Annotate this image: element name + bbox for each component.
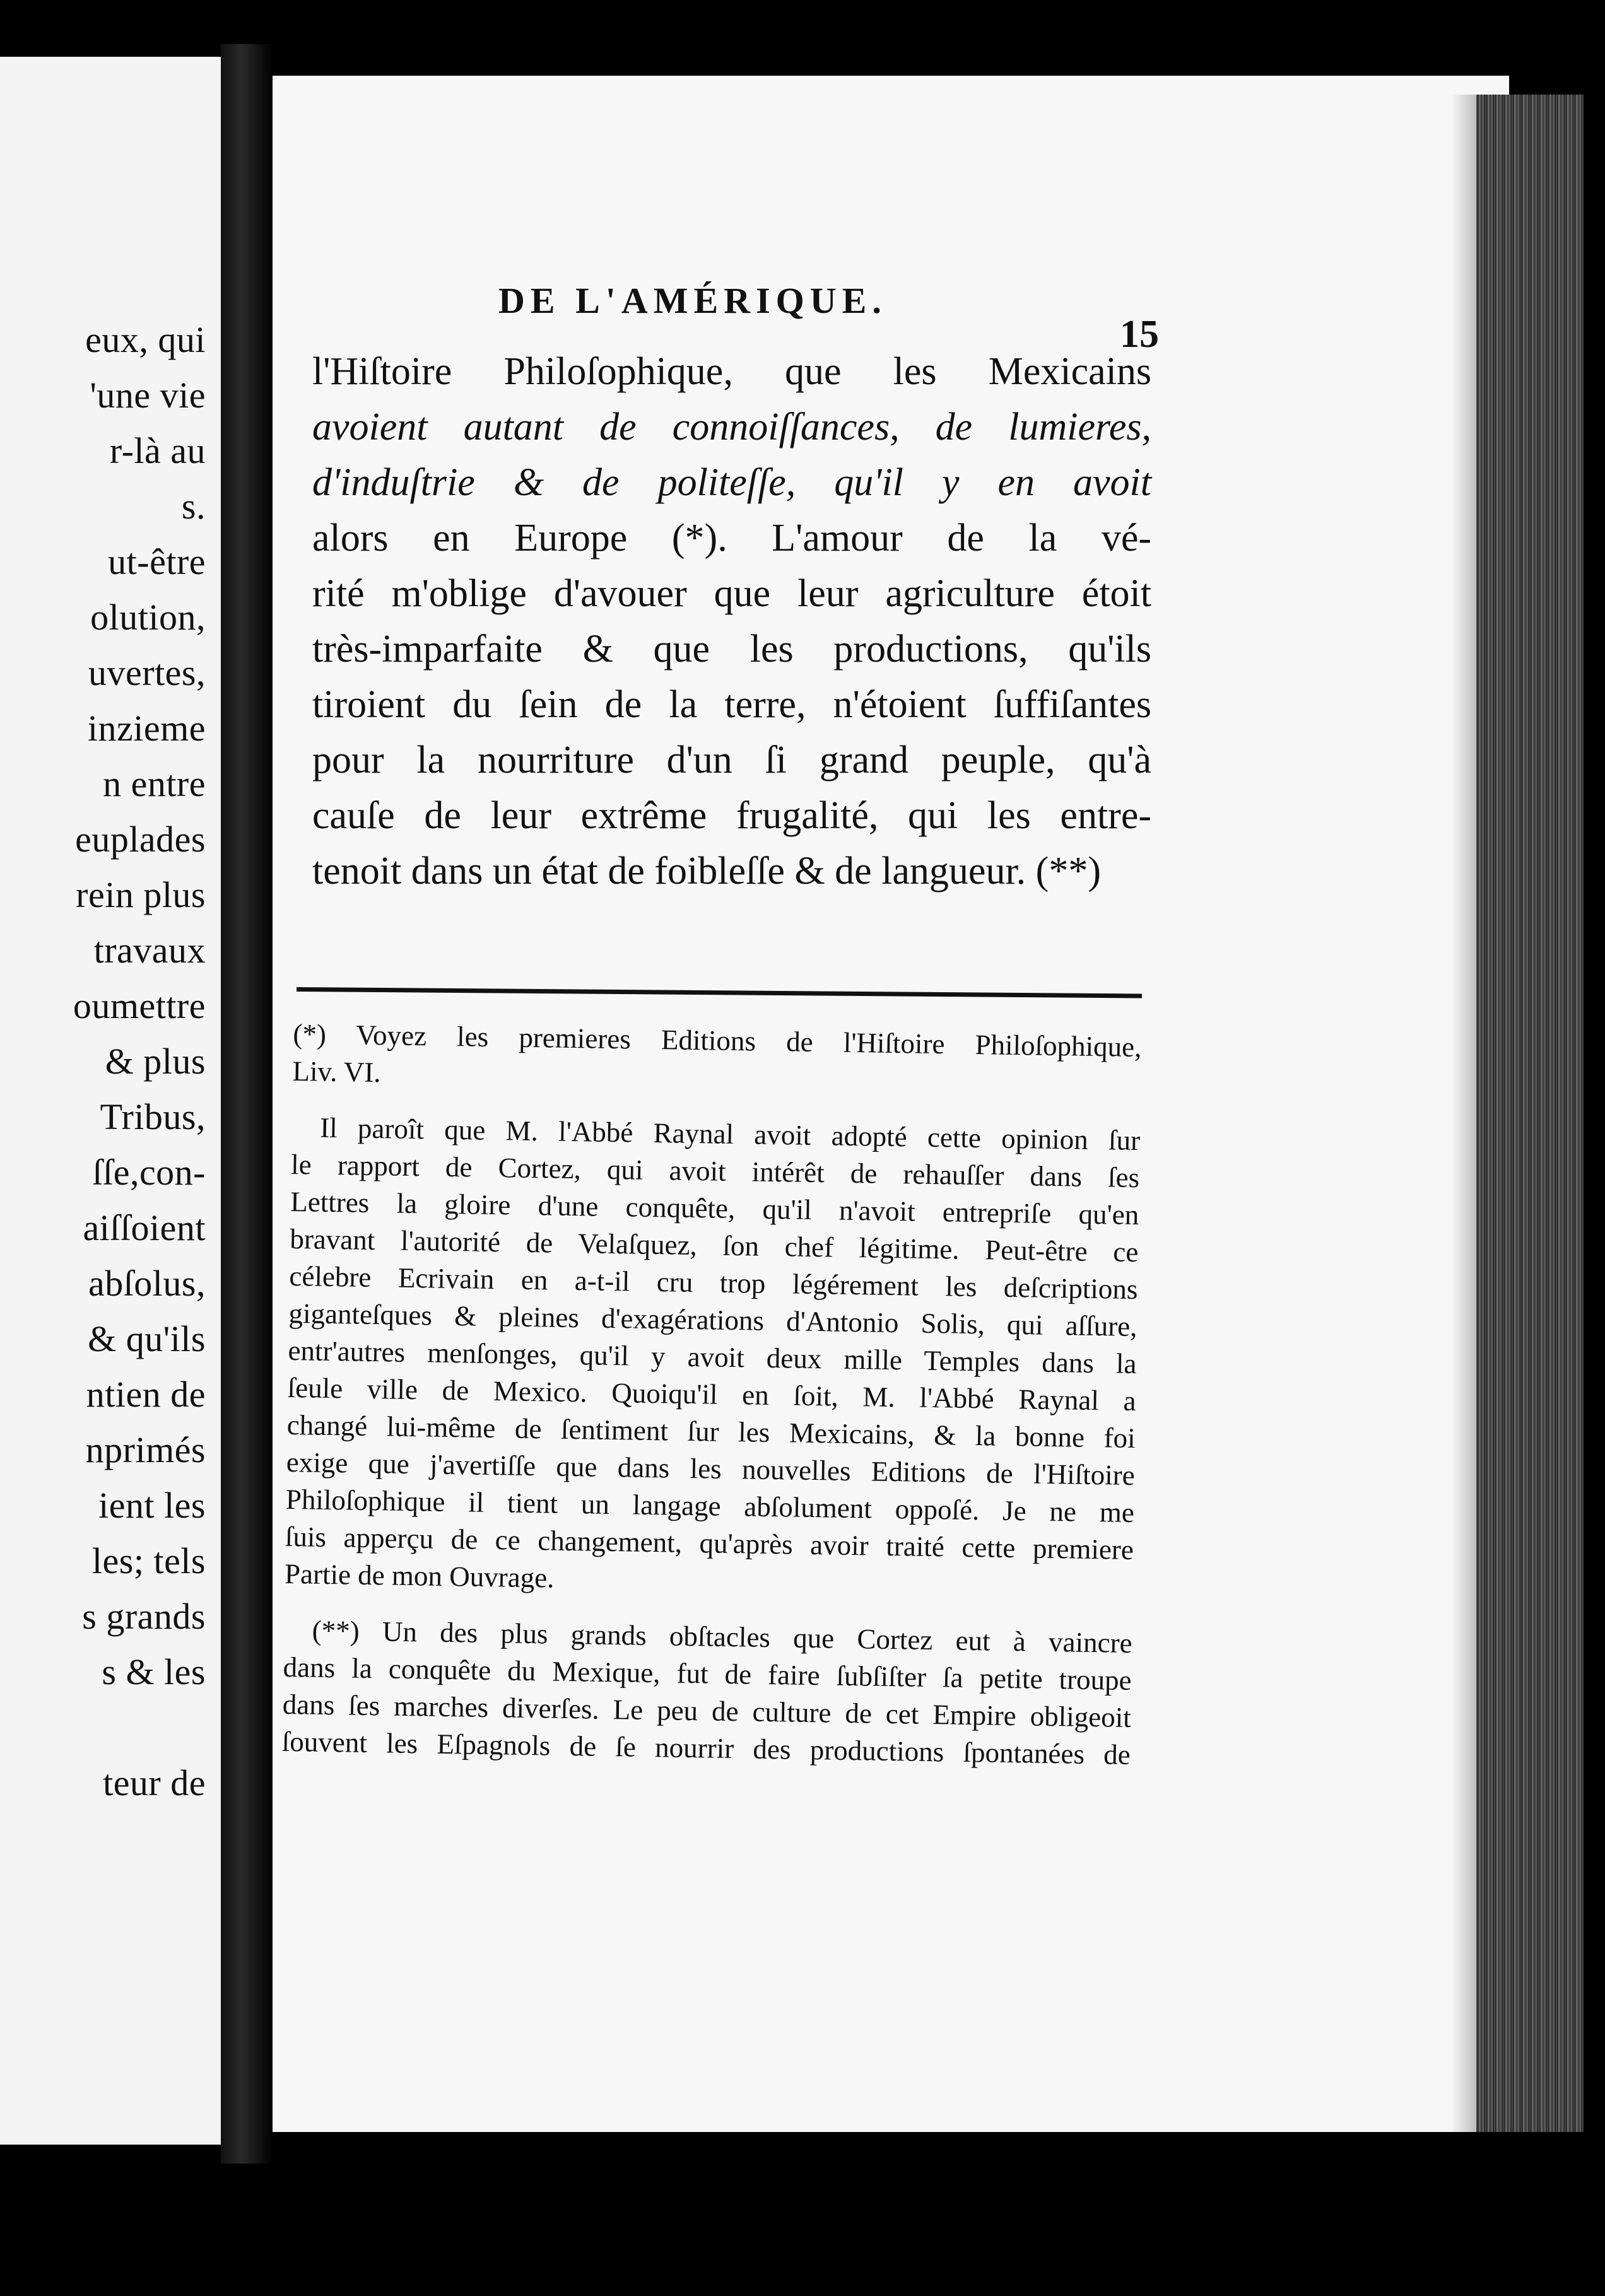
footnote-line: Il paroît que M. l'Abbé Raynal avoit adopté cette opinion ſur xyxy=(319,1111,1141,1157)
footnote-line: Partie de mon Ouvrage. xyxy=(284,1557,555,1594)
left-line: n entre xyxy=(103,763,206,804)
footnote-line: entr'autres menſonges, qu'il y avoit deux mille Temples dans la xyxy=(288,1334,1137,1380)
footnote-line: (*) Voyez les premieres Editions de l'Hiſtoire Philoſophique, xyxy=(293,1017,1142,1063)
footnote-2 xyxy=(281,1612,1132,1774)
left-page-text xyxy=(73,312,206,1811)
body-line: cauſe de leur extrême frugalité, qui les entre- xyxy=(312,794,1151,837)
footnote-line: Liv. VI. xyxy=(292,1055,381,1089)
left-line: s grands xyxy=(82,1596,206,1637)
footnote-line: célebre Ecrivain en a-t-il cru trop légérement les deſcriptions xyxy=(289,1260,1138,1306)
left-line: travaux xyxy=(93,930,206,971)
book-gutter xyxy=(221,44,273,2164)
footnote-line: Philoſophique il tient un langage abſolument oppoſé. Je ne me xyxy=(285,1483,1135,1529)
left-line: s & les xyxy=(102,1651,206,1692)
left-line: ntien de xyxy=(86,1374,206,1415)
footnote-line: dans la conquête du Mexique, fut de faire ſubſiſter ſa petite troupe xyxy=(283,1651,1132,1696)
left-line: nprimés xyxy=(85,1429,206,1470)
footnote-line: le rapport de Cortez, qui avoit intérêt de rehauſſer dans ſes xyxy=(290,1148,1140,1194)
left-line: eux, qui xyxy=(85,319,206,360)
footnote-line: ſeule ville de Mexico. Quoiqu'il en ſoit, M. l'Abbé Raynal a xyxy=(287,1371,1136,1417)
footnote-line: (**) Un des plus grands obſtacles que Cortez eut à vaincre xyxy=(312,1614,1132,1660)
page-number: 15 xyxy=(1120,313,1159,356)
body-line: avoient autant de connoiſſances, de lumieres, xyxy=(312,406,1151,448)
left-line: oumettre xyxy=(73,985,206,1026)
body-line: rité m'oblige d'avouer que leur agriculture étoit xyxy=(312,572,1151,615)
left-line: 'une vie xyxy=(90,375,206,416)
footnote-1-continuation xyxy=(285,1109,1141,1606)
footnote-line: exige que j'avertiſſe que dans les nouvelles Editions de l'Hiſtoire xyxy=(286,1446,1136,1492)
left-line: inzieme xyxy=(87,708,206,749)
footnote-line: Lettres la gloire d'une conquête, qu'il n'avoit entrepriſe qu'en xyxy=(290,1185,1139,1231)
left-line: euplades xyxy=(75,819,206,860)
main-body-text xyxy=(312,344,1151,899)
left-line: rein plus xyxy=(76,874,206,915)
left-line: uvertes, xyxy=(88,652,206,693)
body-line: tenoit dans un état de foibleſſe & de langueur. (**) xyxy=(312,850,1101,893)
page-block-edge xyxy=(1476,95,1584,2132)
body-line: d'induſtrie & de politeſſe, qu'il y en avoit xyxy=(312,461,1151,504)
left-line: abſolus, xyxy=(88,1263,206,1304)
left-page-fragment xyxy=(0,57,221,2145)
body-line: l'Hiſtoire Philoſophique, que les Mexicains xyxy=(312,350,1151,393)
left-line: olution, xyxy=(90,597,206,638)
left-line xyxy=(73,1700,206,1755)
left-line: aiſſoient xyxy=(83,1207,206,1248)
left-line: teur de xyxy=(103,1762,206,1803)
footnote-line: ſouvent les Eſpagnols de ſe nourrir des productions ſpontanées de xyxy=(281,1725,1131,1771)
footnote-line: dans ſes marches diverſes. Le peu de culture de cet Empire obligeoit xyxy=(282,1688,1132,1733)
left-line: s. xyxy=(181,486,206,527)
body-line: alors en Europe (*). L'amour de la vé- xyxy=(312,517,1151,559)
body-line: très-imparfaite & que les productions, qu'ils xyxy=(312,628,1151,671)
footnote-line: changé lui-même de ſentiment ſur les Mexicains, & la bonne foi xyxy=(286,1409,1136,1455)
left-line: ſſe,con- xyxy=(92,1152,206,1193)
body-line: tiroient du ſein de la terre, n'étoient ſuffiſantes xyxy=(312,683,1151,726)
left-line: Tribus, xyxy=(100,1096,206,1137)
left-line: & plus xyxy=(105,1041,206,1082)
footnote-1 xyxy=(292,1016,1142,1103)
running-head: DE L'AMÉRIQUE. xyxy=(498,280,887,321)
left-line: ut-être xyxy=(108,541,206,582)
left-line: r-là au xyxy=(109,430,206,471)
left-line: & qu'ils xyxy=(88,1318,206,1359)
footnote-line: bravant l'autorité de Velaſquez, ſon chef légitime. Peut-être ce xyxy=(290,1222,1139,1268)
footnotes xyxy=(281,1016,1141,1774)
left-line: les; tels xyxy=(91,1540,206,1581)
body-line: pour la nourriture d'un ſi grand peuple, qu'à xyxy=(312,739,1151,782)
left-line: ient les xyxy=(98,1485,206,1526)
footnote-line: ſuis apperçu de ce changement, qu'après avoir traité cette premiere xyxy=(285,1520,1134,1566)
footnote-line: giganteſques & pleines d'exagérations d'Antonio Solis, qui aſſure, xyxy=(288,1297,1138,1343)
